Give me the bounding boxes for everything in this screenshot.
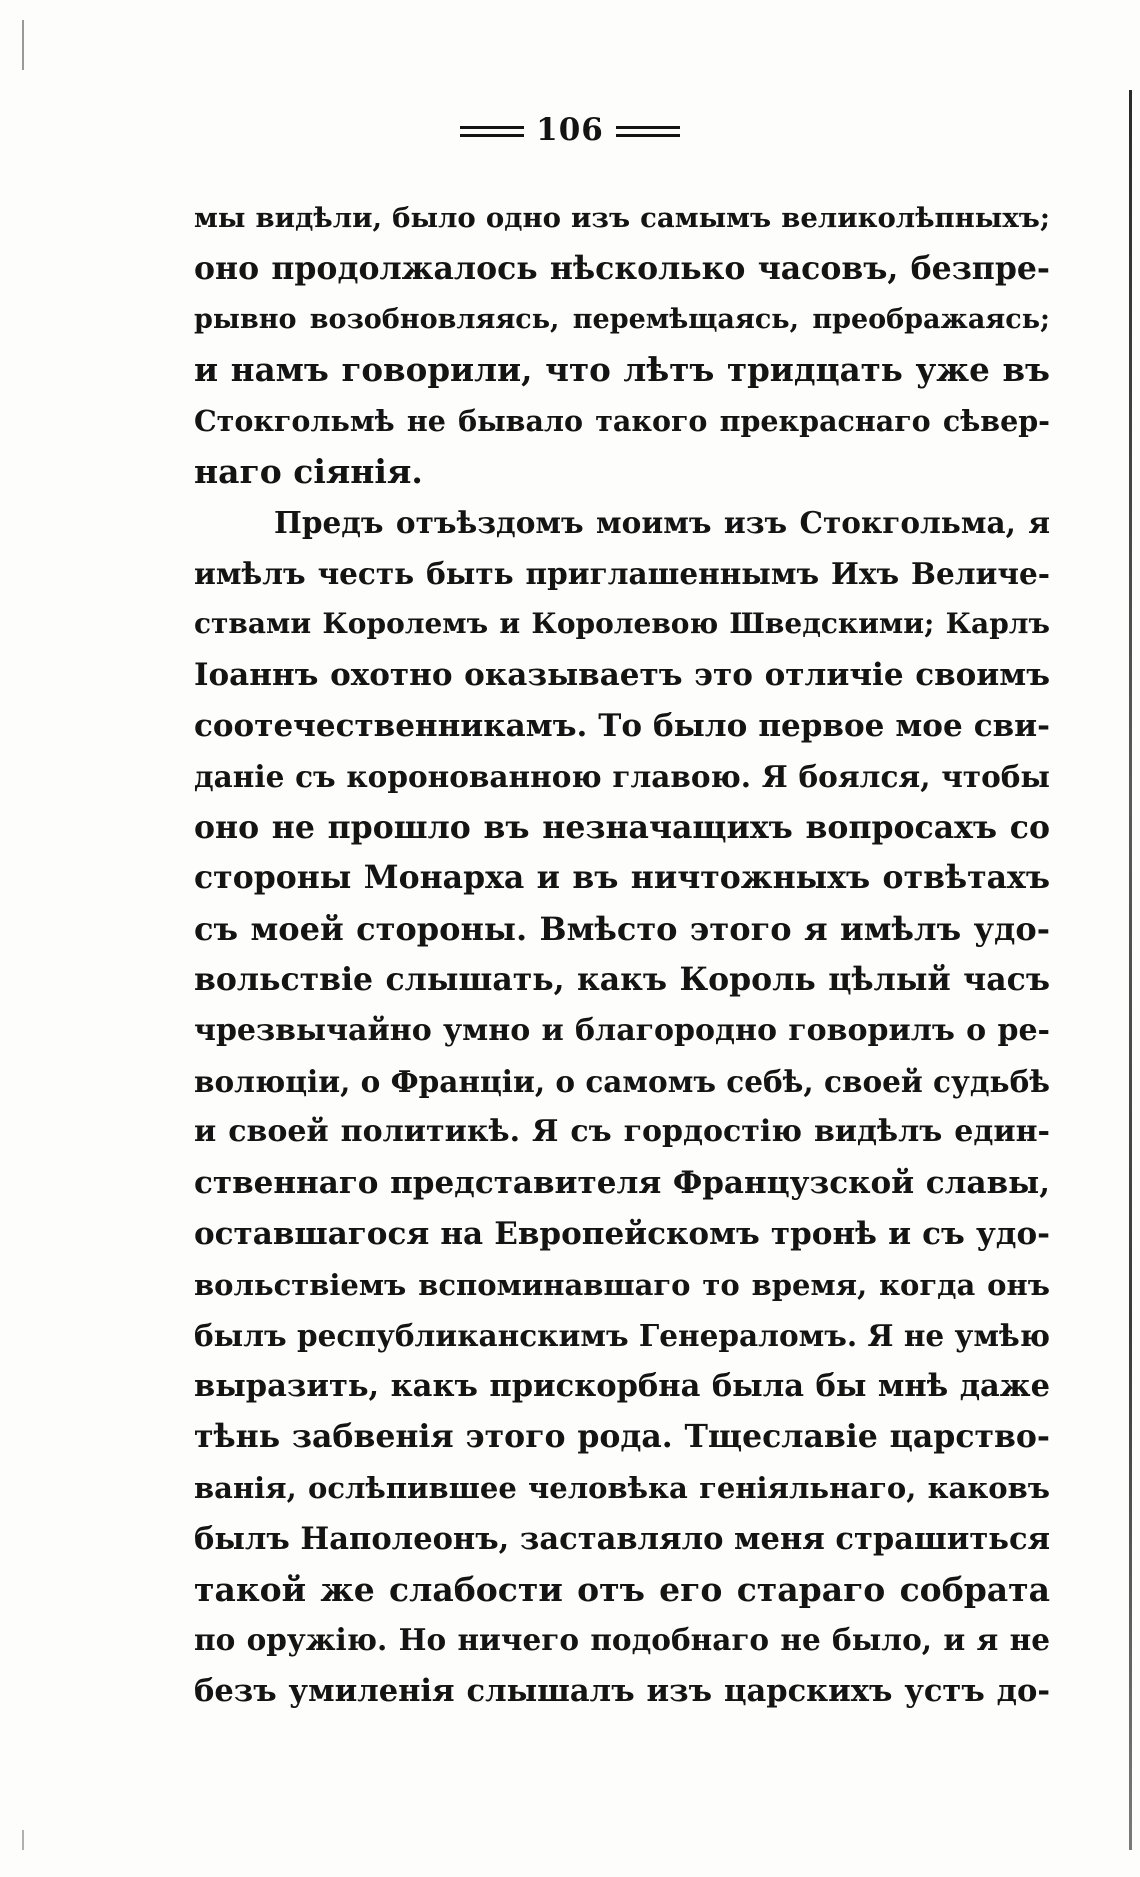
text-line: былъ Наполеонъ, заставляло меня страшиться (194, 1520, 1050, 1557)
header-rule-left (460, 126, 524, 137)
page-header (0, 112, 1140, 148)
text-line: соотечественникамъ. То было первое мое сви- (194, 707, 1050, 744)
text-line: съ моей стороны. Вмѣсто этого я имѣлъ удо- (194, 910, 1050, 949)
text-line: ванія, ослѣпившее человѣка геніяльнаго, каковъ (194, 1470, 1050, 1505)
text-line: оставшагося на Европейскомъ тронѣ и съ удо- (194, 1215, 1050, 1252)
text-line: выразить, какъ прискорбна была бы мнѣ даже (194, 1368, 1050, 1405)
text-line: Стокгольмѣ не бывало такого прекраснаго сѣвер- (194, 404, 1050, 439)
text-line: рывно возобновляясь, перемѣщаясь, преображаясь; (194, 303, 1050, 335)
scan-edge-mark (22, 1830, 24, 1850)
text-line: оно продолжалось нѣсколько часовъ, безпре- (194, 249, 1050, 287)
page-body-text (194, 193, 1050, 1717)
text-line: мы видѣли, было одно изъ самымъ великолѣпныхъ; (194, 202, 1050, 234)
scan-edge-mark (22, 20, 24, 70)
text-line: и своей политикѣ. Я съ гордостію видѣлъ един- (194, 1114, 1050, 1150)
page-binding-edge (1129, 90, 1132, 1850)
page-number: 106 (536, 112, 604, 148)
text-line: былъ республиканскимъ Генераломъ. Я не умѣю (194, 1317, 1050, 1353)
text-line: Предъ отъѣздомъ моимъ изъ Стокгольма, я (274, 504, 1050, 540)
text-line: тѣнь забвенія этого рода. Тщеславіе царство- (194, 1418, 1050, 1456)
text-line: даніе съ коронованною главою. Я боялся, чтобы (194, 758, 1050, 794)
text-line: ствами Королемъ и Королевою Шведскими; Карлъ (194, 607, 1050, 641)
text-line: Іоаннъ охотно оказываетъ это отличіе своимъ (194, 657, 1050, 694)
text-line: вольствіе слышать, какъ Король цѣлый часъ (194, 960, 1050, 998)
text-line: волюціи, о Франціи, о самомъ себѣ, своей судьбѣ (194, 1063, 1050, 1099)
text-line: безъ умиленія слышалъ изъ царскихъ устъ до- (194, 1673, 1050, 1710)
text-line: вольствіемъ вспоминавшаго то время, когда онъ (194, 1267, 1050, 1302)
text-line: и намъ говорили, что лѣтъ тридцать уже въ (194, 350, 1050, 390)
header-rule-right (616, 126, 680, 137)
text-line: оно не прошло въ незначащихъ вопросахъ со (194, 808, 1050, 846)
text-line: стороны Монарха и въ ничтожныхъ отвѣтахъ (194, 859, 1050, 897)
text-line: наго сіянія. (194, 451, 423, 491)
text-line: по оружію. Но ничего подобнаго не было, и я не (194, 1622, 1050, 1658)
text-line: такой же слабости отъ его стараго собрата (194, 1569, 1050, 1609)
text-line: имѣлъ честь быть приглашеннымъ Ихъ Величе- (194, 555, 1050, 591)
text-line: ственнаго представителя Французской славы, (194, 1165, 1050, 1202)
text-line: чрезвычайно умно и благородно говорилъ о ре- (194, 1012, 1050, 1048)
